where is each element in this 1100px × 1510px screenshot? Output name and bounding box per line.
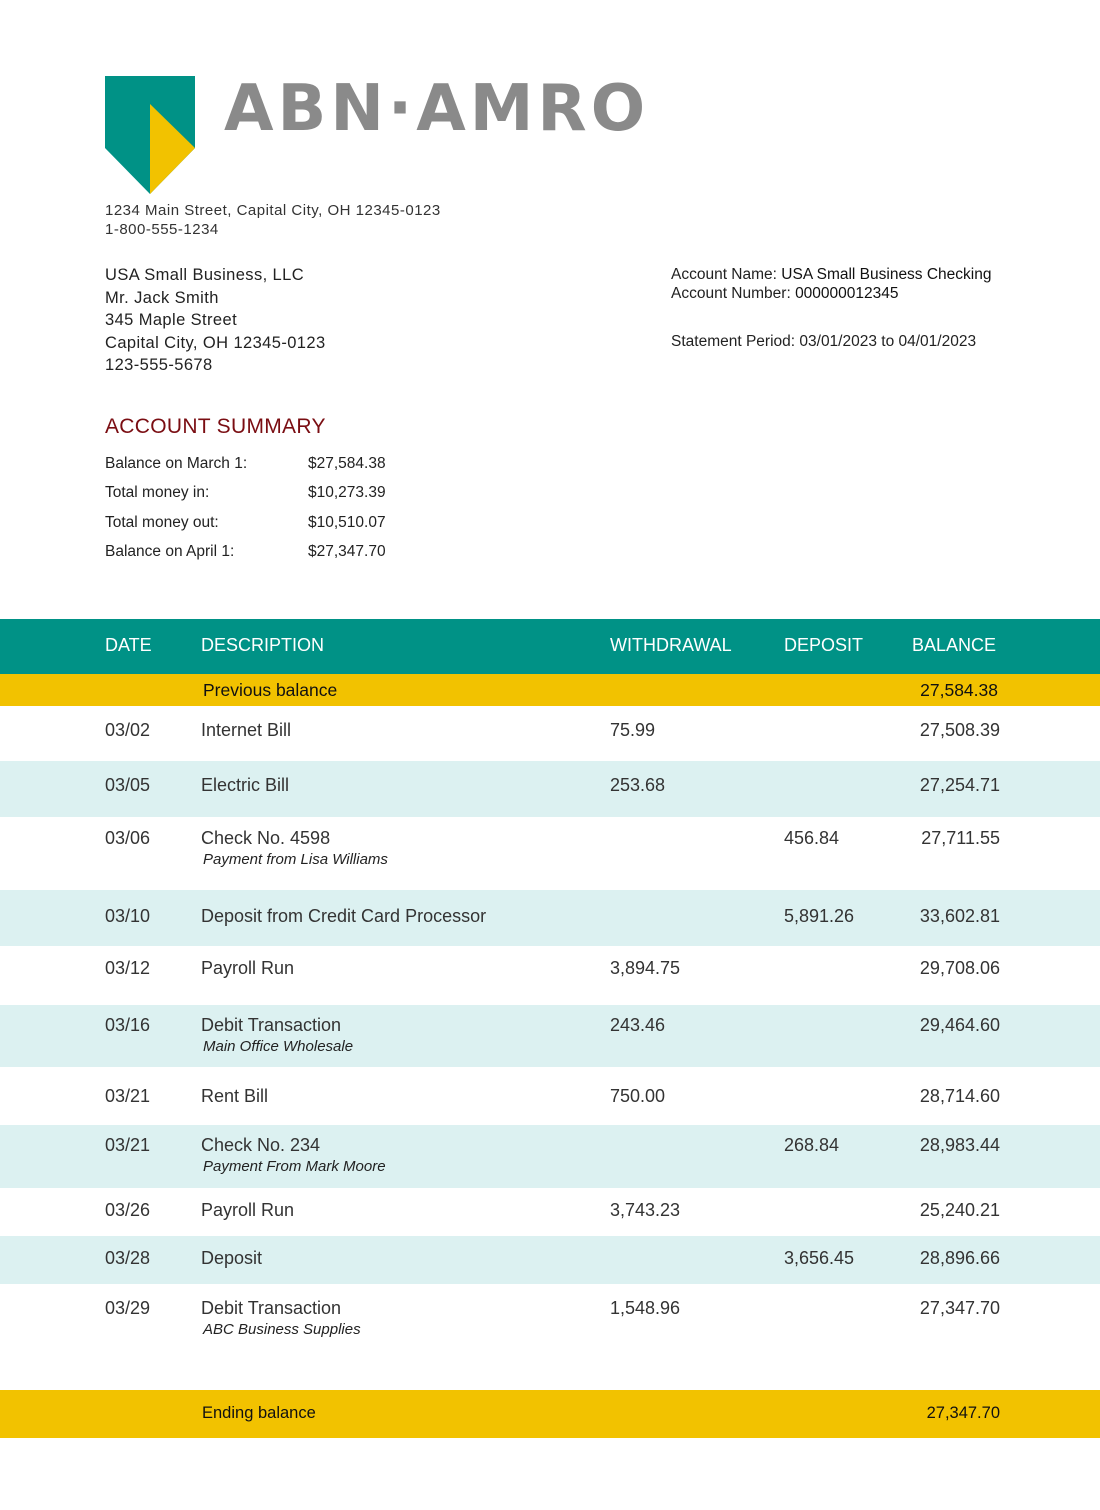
row-description: Debit Transaction	[201, 1015, 342, 1035]
row-description-detail: Payment From Mark Moore	[203, 1158, 386, 1175]
account-number-value: 000000012345	[795, 285, 899, 302]
row-balance: 29,464.60	[919, 1015, 1000, 1035]
row-date: 03/21	[105, 1135, 151, 1155]
row-balance: 27,508.39	[919, 720, 1000, 740]
row-withdrawal: 3,894.75	[610, 958, 681, 978]
row-withdrawal: 243.46	[610, 1015, 666, 1035]
row-description: Rent Bill	[201, 1086, 269, 1106]
row-balance: 27,347.70	[919, 1298, 1000, 1318]
row-description: Check No. 4598	[201, 828, 331, 848]
table-row	[0, 1005, 1100, 1067]
row-date: 03/05	[105, 775, 151, 795]
header-deposit: DEPOSIT	[784, 635, 864, 655]
row-description: Deposit	[201, 1248, 263, 1268]
customer-street: 345 Maple Street	[105, 311, 238, 329]
row-description: Internet Bill	[201, 720, 292, 740]
table-row	[0, 706, 1100, 761]
table-row	[0, 1067, 1100, 1125]
table-row	[0, 761, 1100, 817]
bank-logo-icon	[105, 76, 195, 199]
table-row	[0, 946, 1100, 1005]
table-row	[0, 890, 1100, 946]
row-deposit: 3,656.45	[784, 1248, 855, 1268]
row-description: Payroll Run	[201, 958, 295, 978]
table-row	[0, 1125, 1100, 1188]
row-withdrawal: 3,743.23	[610, 1200, 681, 1220]
row-description-detail: Main Office Wholesale	[203, 1038, 354, 1055]
summary-value: $10,273.39	[308, 484, 386, 502]
account-name-line	[671, 265, 992, 284]
customer-city: Capital City, OH 12345-0123	[105, 333, 326, 352]
previous-balance-row	[0, 674, 1100, 706]
account-info	[671, 265, 992, 303]
summary-label: Balance on March 1:	[105, 455, 248, 472]
row-balance: 33,602.81	[919, 906, 1000, 926]
row-withdrawal: 1,548.96	[610, 1298, 681, 1318]
table-row	[0, 817, 1100, 890]
row-balance: 28,983.44	[919, 1135, 1000, 1155]
period-value: 03/01/2023 to 04/01/2023	[799, 333, 977, 350]
summary-value: $27,584.38	[308, 455, 386, 472]
account-name-label: Account Name:	[671, 266, 777, 283]
table-body	[0, 706, 1100, 1348]
row-balance: 27,711.55	[921, 828, 1000, 848]
row-date: 03/16	[105, 1015, 151, 1035]
row-deposit: 456.84	[784, 828, 840, 848]
ending-balance-row	[0, 1390, 1100, 1438]
bank-phone: 1-800-555-1234	[105, 221, 219, 238]
row-date: 03/21	[105, 1086, 151, 1106]
statement-period	[671, 333, 976, 351]
row-date: 03/26	[105, 1200, 151, 1220]
bank-contact	[105, 201, 441, 239]
row-withdrawal: 750.00	[610, 1086, 666, 1106]
row-balance: 29,708.06	[919, 958, 1000, 978]
row-description: Electric Bill	[201, 775, 290, 795]
row-date: 03/06	[105, 828, 151, 848]
account-name-value: USA Small Business Checking	[781, 266, 992, 283]
row-balance: 28,896.66	[919, 1248, 1000, 1268]
row-date: 03/02	[105, 720, 151, 740]
bank-name: ABN·AMRO	[224, 72, 650, 146]
table-row	[0, 1236, 1100, 1284]
previous-balance-value: 27,584.38	[920, 680, 998, 700]
row-description-detail: ABC Business Supplies	[203, 1321, 361, 1338]
row-withdrawal: 75.99	[610, 720, 656, 740]
summary-value: $10,510.07	[308, 513, 386, 531]
row-withdrawal: 253.68	[610, 775, 666, 795]
ending-balance-label: Ending balance	[202, 1404, 316, 1422]
account-number-label: Account Number:	[671, 285, 791, 302]
summary-value: $27,347.70	[308, 542, 386, 560]
table-row	[0, 1188, 1100, 1236]
row-date: 03/29	[105, 1298, 151, 1318]
ending-balance-value: 27,347.70	[926, 1404, 1000, 1422]
header-withdrawal: WITHDRAWAL	[610, 635, 732, 655]
row-description-detail: Payment from Lisa Williams	[203, 851, 388, 868]
previous-balance-label: Previous balance	[203, 680, 338, 700]
summary-label: Balance on April 1:	[105, 542, 235, 560]
bank-address: 1234 Main Street, Capital City, OH 12345-0123	[105, 202, 441, 219]
customer-address-block	[105, 264, 326, 377]
row-date: 03/28	[105, 1248, 151, 1268]
header-balance: BALANCE	[911, 635, 996, 655]
summary-label: Total money out:	[105, 513, 219, 531]
customer-company: USA Small Business, LLC	[105, 266, 305, 284]
customer-phone: 123-555-5678	[105, 356, 213, 374]
row-description: Debit Transaction	[201, 1298, 342, 1318]
row-date: 03/12	[105, 958, 151, 978]
header-description: DESCRIPTION	[201, 635, 325, 655]
account-number-line	[671, 284, 992, 303]
account-summary-title: ACCOUNT SUMMARY	[105, 415, 326, 438]
row-date: 03/10	[105, 906, 151, 926]
table-row	[0, 1284, 1100, 1348]
customer-contact: Mr. Jack Smith	[105, 288, 219, 307]
row-balance: 27,254.71	[919, 775, 1000, 795]
header-date: DATE	[105, 635, 152, 655]
row-description: Check No. 234	[201, 1135, 321, 1155]
row-deposit: 268.84	[784, 1135, 840, 1155]
summary-label: Total money in:	[105, 484, 210, 502]
table-spacer	[0, 1348, 1100, 1390]
transactions-table	[0, 619, 1100, 1438]
row-description: Deposit from Credit Card Processor	[201, 906, 487, 926]
period-label: Statement Period:	[671, 333, 796, 350]
row-deposit: 5,891.26	[784, 906, 855, 926]
row-description: Payroll Run	[201, 1200, 295, 1220]
table-header	[0, 619, 1100, 674]
row-balance: 25,240.21	[919, 1200, 1000, 1220]
row-balance: 28,714.60	[919, 1086, 1000, 1106]
